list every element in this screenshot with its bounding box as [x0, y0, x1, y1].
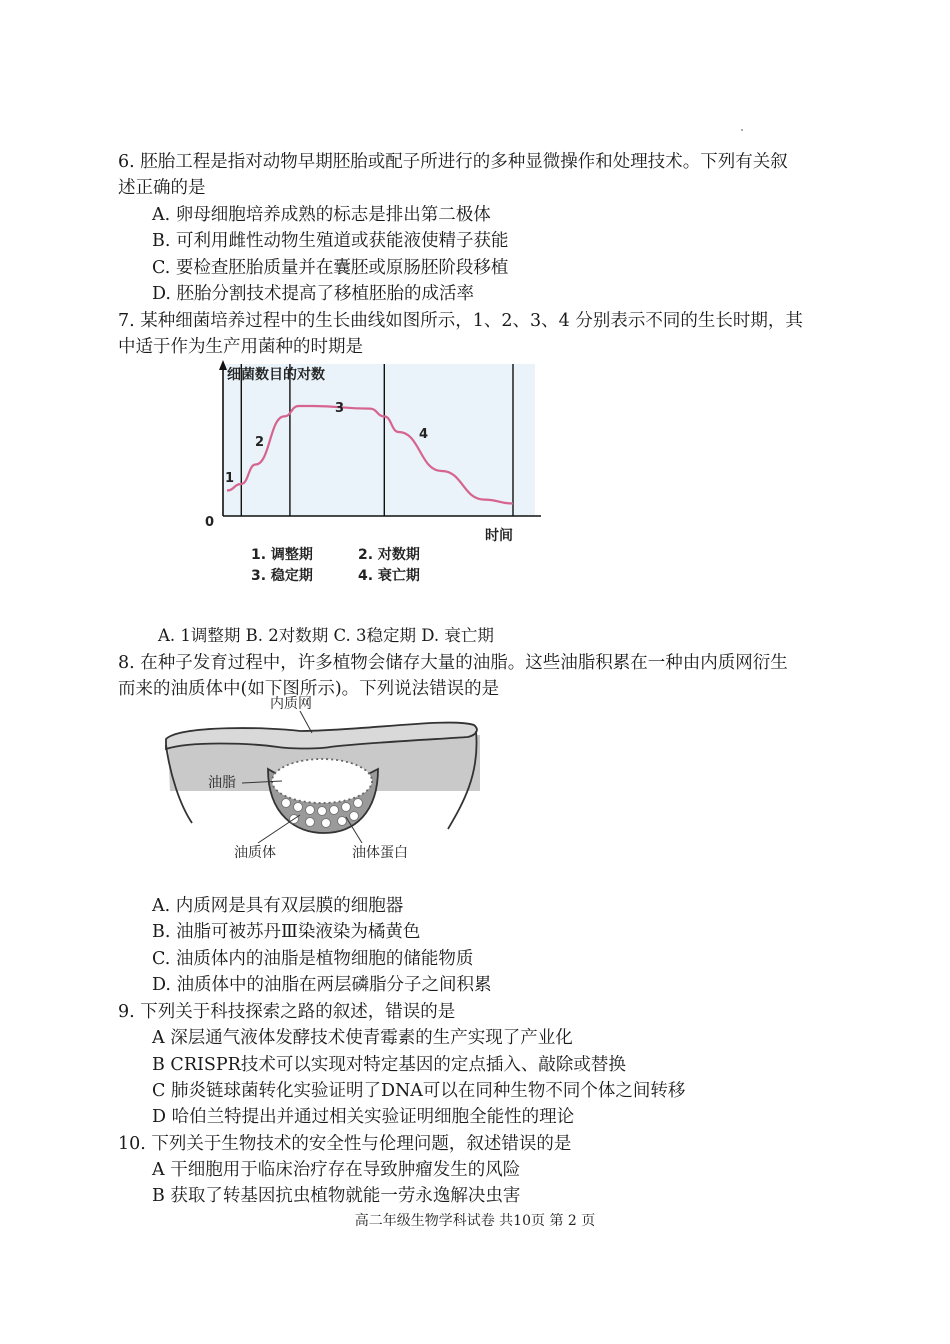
label-oil-body: 油质体	[234, 845, 276, 861]
y-axis-label: 细菌数目的对数	[227, 367, 325, 383]
label-oleosin: 油体蛋白	[352, 845, 408, 861]
phase-number-4: 4	[419, 427, 429, 442]
q8-stem-line1: 8. 在种子发育过程中，许多植物会储存大量的油脂。这些油脂积累在一种由内质网衍生	[118, 653, 788, 673]
label-er: 内质网	[270, 696, 312, 712]
q9-option-a: A 深层通气液体发酵技术使青霉素的生产实现了产业化	[152, 1028, 573, 1048]
q6-stem-line2: 述正确的是	[118, 178, 206, 198]
q9-option-b: B CRISPR技术可以实现对特定基因的定点插入、敲除或替换	[152, 1055, 626, 1075]
phase-number-1: 1	[225, 471, 235, 486]
phase-legend-1: 1. 调整期	[251, 547, 313, 563]
q6-option-c: C. 要检查胚胎质量并在囊胚或原肠胚阶段移植	[152, 258, 509, 278]
oil-body-diagram	[150, 695, 490, 875]
q8-option-b: B. 油脂可被苏丹Ⅲ染液染为橘黄色	[152, 922, 421, 942]
q10-option-a: A 干细胞用于临床治疗存在导致肿瘤发生的风险	[152, 1160, 521, 1180]
q8-option-a: A. 内质网是具有双层膜的细胞器	[152, 896, 404, 916]
origin-label: 0	[205, 515, 215, 530]
q7-stem-line2: 中适于作为生产用菌种的时期是	[118, 337, 363, 357]
q7-stem-line1: 7. 某种细菌培养过程中的生长曲线如图所示，1、2、3、4 分别表示不同的生长时期，其	[118, 311, 803, 331]
x-axis-label: 时间	[485, 528, 513, 544]
q6-option-b: B. 可利用雌性动物生殖道或获能液使精子获能	[152, 231, 509, 251]
growth-curve-chart	[195, 360, 545, 590]
q6-stem-line1: 6. 胚胎工程是指对动物早期胚胎或配子所进行的多种显微操作和处理技术。下列有关叙	[118, 152, 788, 172]
phase-number-2: 2	[255, 435, 265, 450]
scan-speck	[741, 129, 743, 131]
q8-option-c: C. 油质体内的油脂是植物细胞的储能物质	[152, 949, 474, 969]
q6-option-a: A. 卵母细胞培养成熟的标志是排出第二极体	[152, 205, 491, 225]
leader-er	[300, 711, 312, 733]
q8-option-d: D. 油质体中的油脂在两层磷脂分子之间积累	[152, 975, 492, 995]
q10-stem: 10. 下列关于生物技术的安全性与伦理问题，叙述错误的是	[118, 1134, 572, 1154]
q9-option-c: C 肺炎链球菌转化实验证明了DNA可以在同种生物不同个体之间转移	[152, 1081, 686, 1101]
phase-legend-3: 3. 稳定期	[251, 568, 313, 584]
q9-stem: 9. 下列关于科技探索之路的叙述，错误的是	[118, 1002, 456, 1022]
q7-options: A. 1调整期 B. 2对数期 C. 3稳定期 D. 衰亡期	[158, 626, 494, 645]
oil-droplet-region	[272, 759, 372, 803]
phase-legend-2: 2. 对数期	[358, 547, 420, 563]
label-oil: 油脂	[208, 775, 236, 791]
leader-oil-body	[258, 815, 300, 843]
q10-option-b: B 获取了转基因抗虫植物就能一劳永逸解决虫害	[152, 1186, 521, 1206]
phase-legend-4: 4. 衰亡期	[358, 568, 420, 584]
q8-stem-line2: 而来的油质体中(如下图所示)。下列说法错误的是	[118, 679, 500, 699]
phase-number-3: 3	[335, 401, 345, 416]
q9-option-d: D 哈伯兰特提出并通过相关实验证明细胞全能性的理论	[152, 1107, 575, 1127]
page-footer: 高二年级生物学科试卷 共10页 第 2 页	[354, 1213, 596, 1229]
q6-option-d: D. 胚胎分割技术提高了移植胚胎的成活率	[152, 284, 475, 304]
